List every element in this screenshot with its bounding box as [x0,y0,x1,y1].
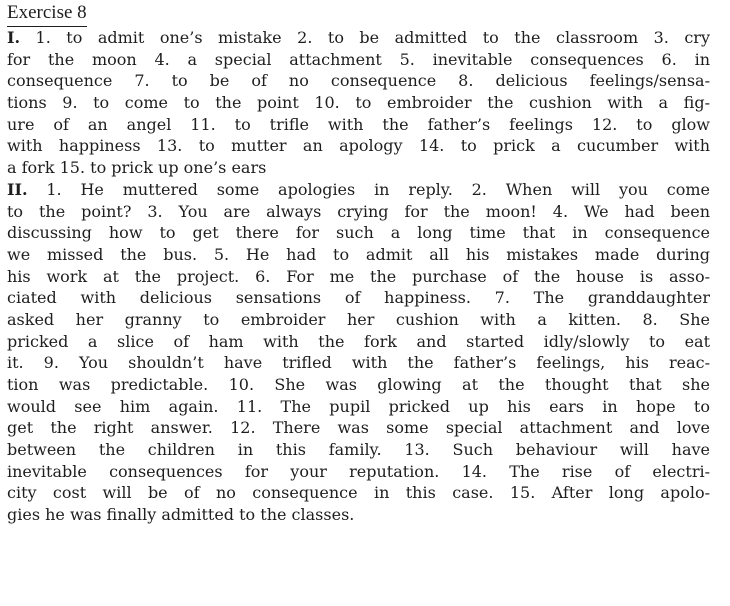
exercise-page [7,2,723,526]
part-2-line: to the point? 3. You are always crying for the moon! 4. We had been [7,201,710,221]
part-1-line: ure of an angel 11. to trifle with the father’s feelings 12. to glow [7,114,710,134]
part-2-line: discussing how to get there for such a long time that in consequence [7,223,710,243]
part-2-line: inevitable consequences for your reputation. 14. The rise of electri- [7,461,710,481]
part-2-line: asked her granny to embroider her cushion with a kitten. 8. She [7,309,710,329]
part-2-line: tion was predictable. 10. She was glowing at the thought that she [7,375,710,394]
part-1-line: consequence 7. to be of no consequence 8. delicious feelings/sensa- [7,71,710,91]
part-2-line: his work at the project. 6. For me the purchase of the house is asso- [7,266,710,286]
part-2-label: II. [7,179,28,199]
part-2-line: we missed the bus. 5. He had to admit all his mistakes made during [7,244,710,264]
part-1-section [7,27,723,179]
part-2-line: between the children in this family. 13. Such behaviour will have [7,440,710,460]
part-2-section [7,179,723,526]
part-2-line: get the right answer. 12. There was some special attachment and love [7,418,710,438]
part-1-line: tions 9. to come to the point 10. to embroider the cushion with a fig- [7,93,710,113]
part-1-line: with happiness 13. to mutter an apology 14. to prick a cucumber with [7,136,710,156]
part-1-line: a fork 15. to prick up one’s ears [7,158,267,178]
part-2-line: gies he was finally admitted to the classes. [7,505,355,525]
part-2-line: city cost will be of no consequence in this case. 15. After long apolo- [7,483,710,503]
exercise-title: Exercise 8 [7,2,87,27]
part-1-label: I. [7,28,21,47]
part-2-line: ciated with delicious sensations of happiness. 7. The granddaughter [7,288,710,308]
part-2-line-text: 1. He muttered some apologies in reply. 2. When will you come [27,179,710,199]
part-1-line [7,27,710,49]
part-1-line: for the moon 4. a special attachment 5. inevitable consequences 6. in [7,49,710,69]
part-2-line [7,179,710,201]
part-2-line: pricked a slice of ham with the fork and started idly/slowly to eat [7,331,710,351]
part-2-line: it. 9. You shouldn’t have trifled with the father’s feelings, his reac- [7,353,710,373]
part-1-line-text: 1. to admit one’s mistake 2. to be admitted to the classroom 3. cry [20,28,710,47]
part-2-line: would see him again. 11. The pupil pricked up his ears in hope to [7,396,710,416]
